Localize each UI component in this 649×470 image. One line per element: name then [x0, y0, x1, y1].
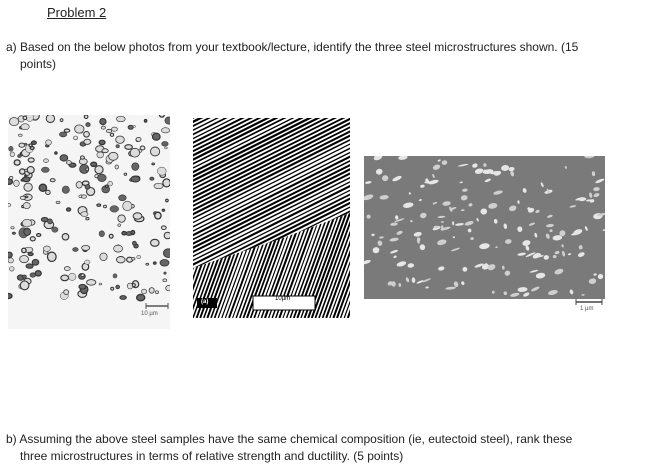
micrograph-2-image	[193, 118, 350, 318]
micrograph-pearlite	[193, 118, 350, 318]
micrograph-spheroidite	[8, 115, 170, 329]
micrograph-1-scale-label: 10 µm	[141, 311, 158, 317]
part-b-line-2: three microstructures in terms of relative strength and ductility. (5 points)	[20, 449, 404, 463]
problem-title: Problem 2	[47, 5, 107, 20]
micrograph-3-image	[364, 156, 605, 314]
micrograph-1-image	[8, 115, 170, 329]
part-b-line-1: b) Assuming the above steel samples have the same chemical composition (ie, eutectoid steel), rank these	[6, 432, 573, 446]
part-a-line-1: a) Based on the below photos from your textbook/lecture, identify the three steel microstructures shown. (15	[6, 40, 579, 54]
micrograph-2-panel-label: (a)	[201, 299, 209, 305]
part-a-line-2: points)	[20, 57, 57, 71]
part-a-question	[6, 39, 578, 73]
micrograph-2-scale-label: 10µm	[275, 296, 291, 302]
micrograph-tempered	[364, 156, 605, 314]
part-b-question	[6, 431, 572, 465]
micrograph-3-scale-label: 1 µm	[580, 306, 594, 312]
